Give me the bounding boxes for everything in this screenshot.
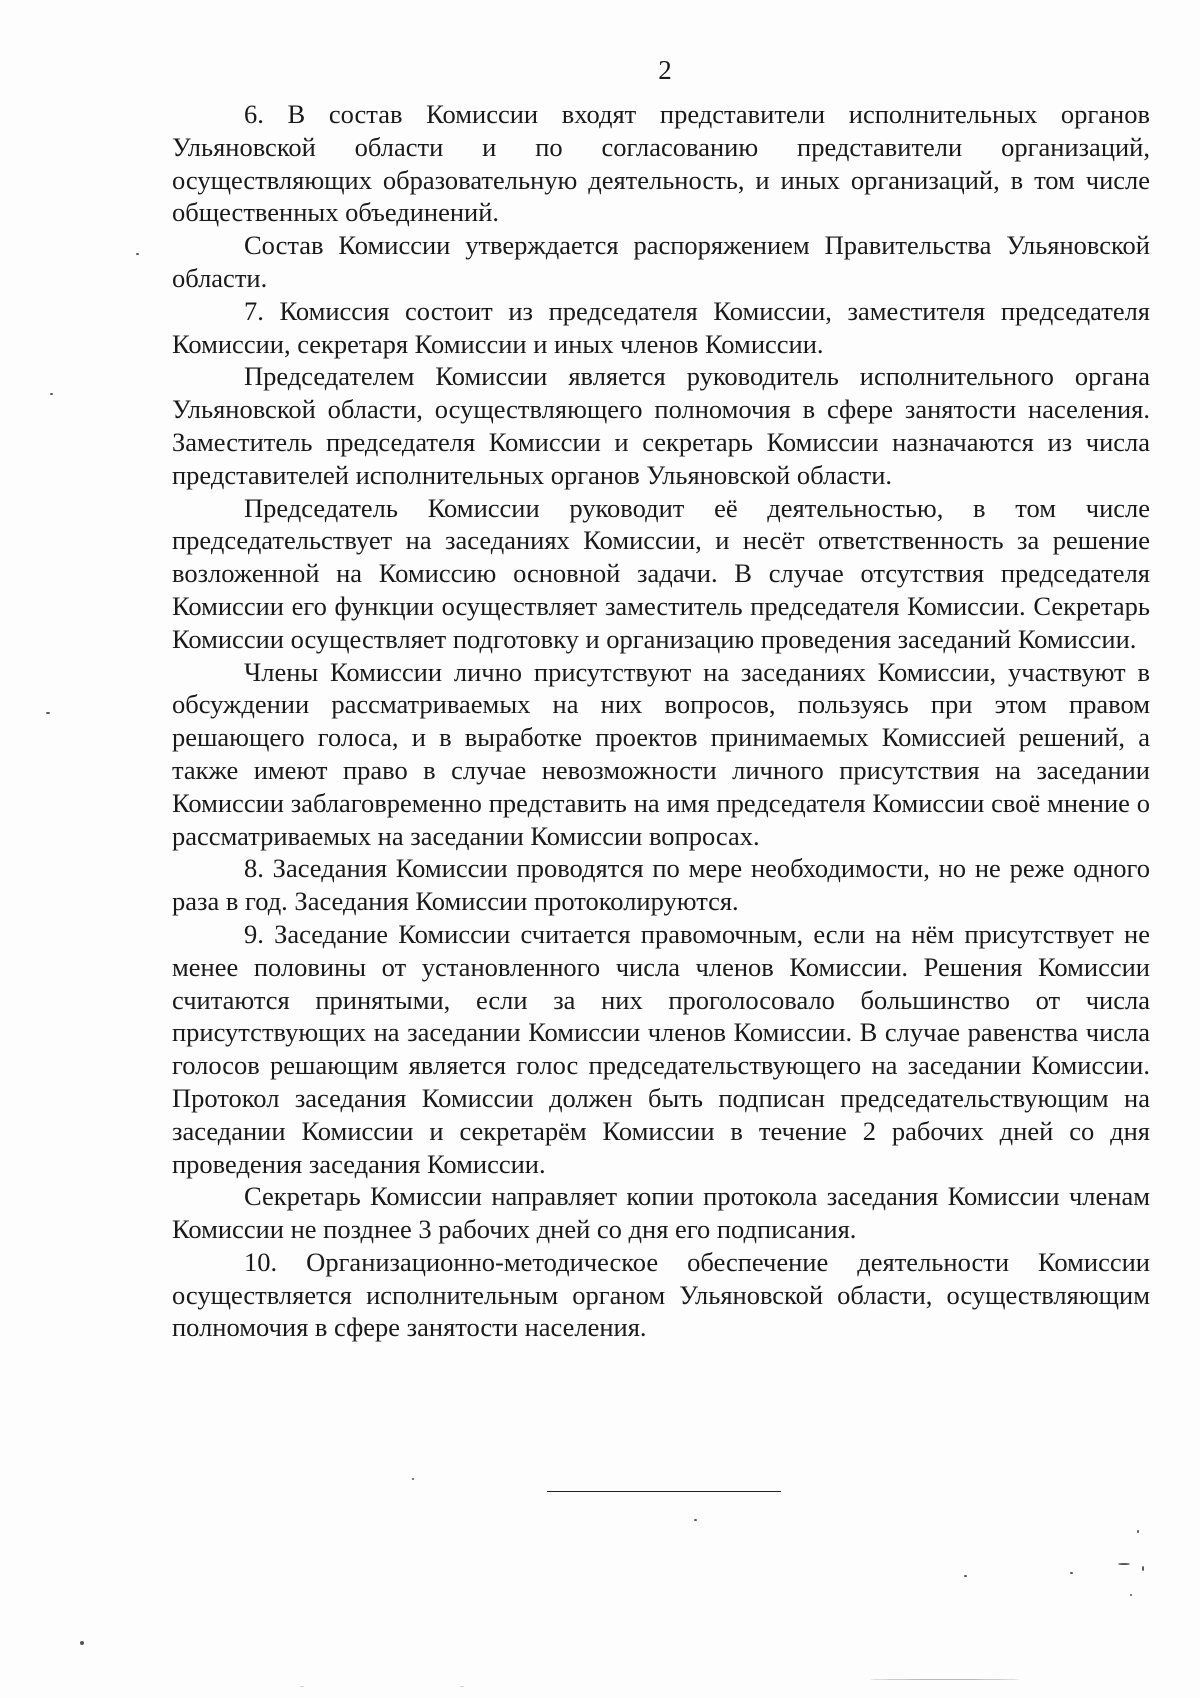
paragraph-composition-approval: Состав Комиссии утверждается распоряжением Правительства Ульяновской области. <box>172 230 1150 293</box>
scan-speck <box>1070 1572 1073 1574</box>
scan-speck <box>300 1686 304 1687</box>
scan-speck <box>870 1679 1020 1680</box>
paragraph-9-quorum: 9. Заседание Комиссии считается правомочным, если на нём присутствует не менее половины от установленного числа членов Комиссии. Решения Комиссии считаются принятыми, если за них проголосовало большинство от числа присутствующих на заседании Комиссии членов Комиссии. В случае равенства числа голосов решающим является голос председательствующего на заседании Комиссии. Протокол заседания Комиссии должен быть подписан председательствующим на заседании Комиссии и секретарём Комиссии в течение 2 рабочих дней со дня проведения заседания Комиссии. <box>172 918 1150 1179</box>
paragraph-secretary-protocol: Секретарь Комиссии направляет копии протокола заседания Комиссии членам Комиссии не позднее 3 рабочих дней со дня его подписания. <box>172 1181 1150 1245</box>
scan-speck <box>136 253 139 255</box>
paragraph-8-meetings: 8. Заседания Комиссии проводятся по мере необходимости, но не реже одного раза в год. Заседания Комиссии протоколируются. <box>172 853 1150 917</box>
scan-speck <box>1130 1594 1132 1596</box>
paragraph-10-support: 10. Организационно-методическое обеспечение деятельности Комиссии осуществляется исполнительным органом Ульяновской области, осуществляющим полномочия в сфере занятости населения. <box>172 1246 1150 1343</box>
scan-speck <box>1142 1566 1144 1571</box>
document-body <box>172 98 1150 1344</box>
end-separator-line <box>547 1491 781 1492</box>
scan-speck <box>1118 1563 1130 1565</box>
paragraph-7-structure: 7. Комиссия состоит из председателя Комиссии, заместителя председателя Комиссии, секретаря Комиссии и иных членов Комиссии. <box>172 295 1150 359</box>
scan-speck <box>1137 1530 1139 1533</box>
scan-speck <box>412 1478 414 1480</box>
scan-speck <box>46 712 50 714</box>
scan-speck <box>964 1575 967 1577</box>
scan-speck <box>50 393 53 395</box>
scan-speck <box>460 1686 464 1687</box>
page-number: 2 <box>658 55 672 85</box>
scan-speck <box>694 1519 697 1521</box>
paragraph-members-duties: Члены Комиссии лично присутствуют на заседаниях Комиссии, участвуют в обсуждении рассматриваемых на них вопросов, пользуясь при этом правом решающего голоса, и в выработке проектов принимаемых Комиссией решений, а также имеют право в случае невозможности личного присутствия на заседании Комиссии заблаговременно представить на имя председателя Комиссии своё мнение о рассматриваемых на заседании Комиссии вопросах. <box>172 656 1150 851</box>
paragraph-6-composition: 6. В состав Комиссии входят представители исполнительных органов Ульяновской области и по согласованию представители организаций, осуществляющих образовательную деятельность, и иных организаций, в том числе общественных объединений. <box>172 99 1150 228</box>
paragraph-chairman-appointment: Председателем Комиссии является руководитель исполнительного органа Ульяновской области, осуществляющего полномочия в сфере занятости населения. Заместитель председателя Комиссии и секретарь Комиссии назначаются из числа представителей исполнительных органов Ульяновской области. <box>172 361 1150 490</box>
scan-speck <box>80 1641 84 1645</box>
paragraph-chairman-duties: Председатель Комиссии руководит её деятельностью, в том числе председательствует на заседаниях Комиссии, и несёт ответственность за решение возложенной на Комиссию основной задачи. В случае отсутствия председателя Комиссии его функции осуществляет заместитель председателя Комиссии. Секретарь Комиссии осуществляет подготовку и организацию проведения заседаний Комиссии. <box>172 492 1150 654</box>
